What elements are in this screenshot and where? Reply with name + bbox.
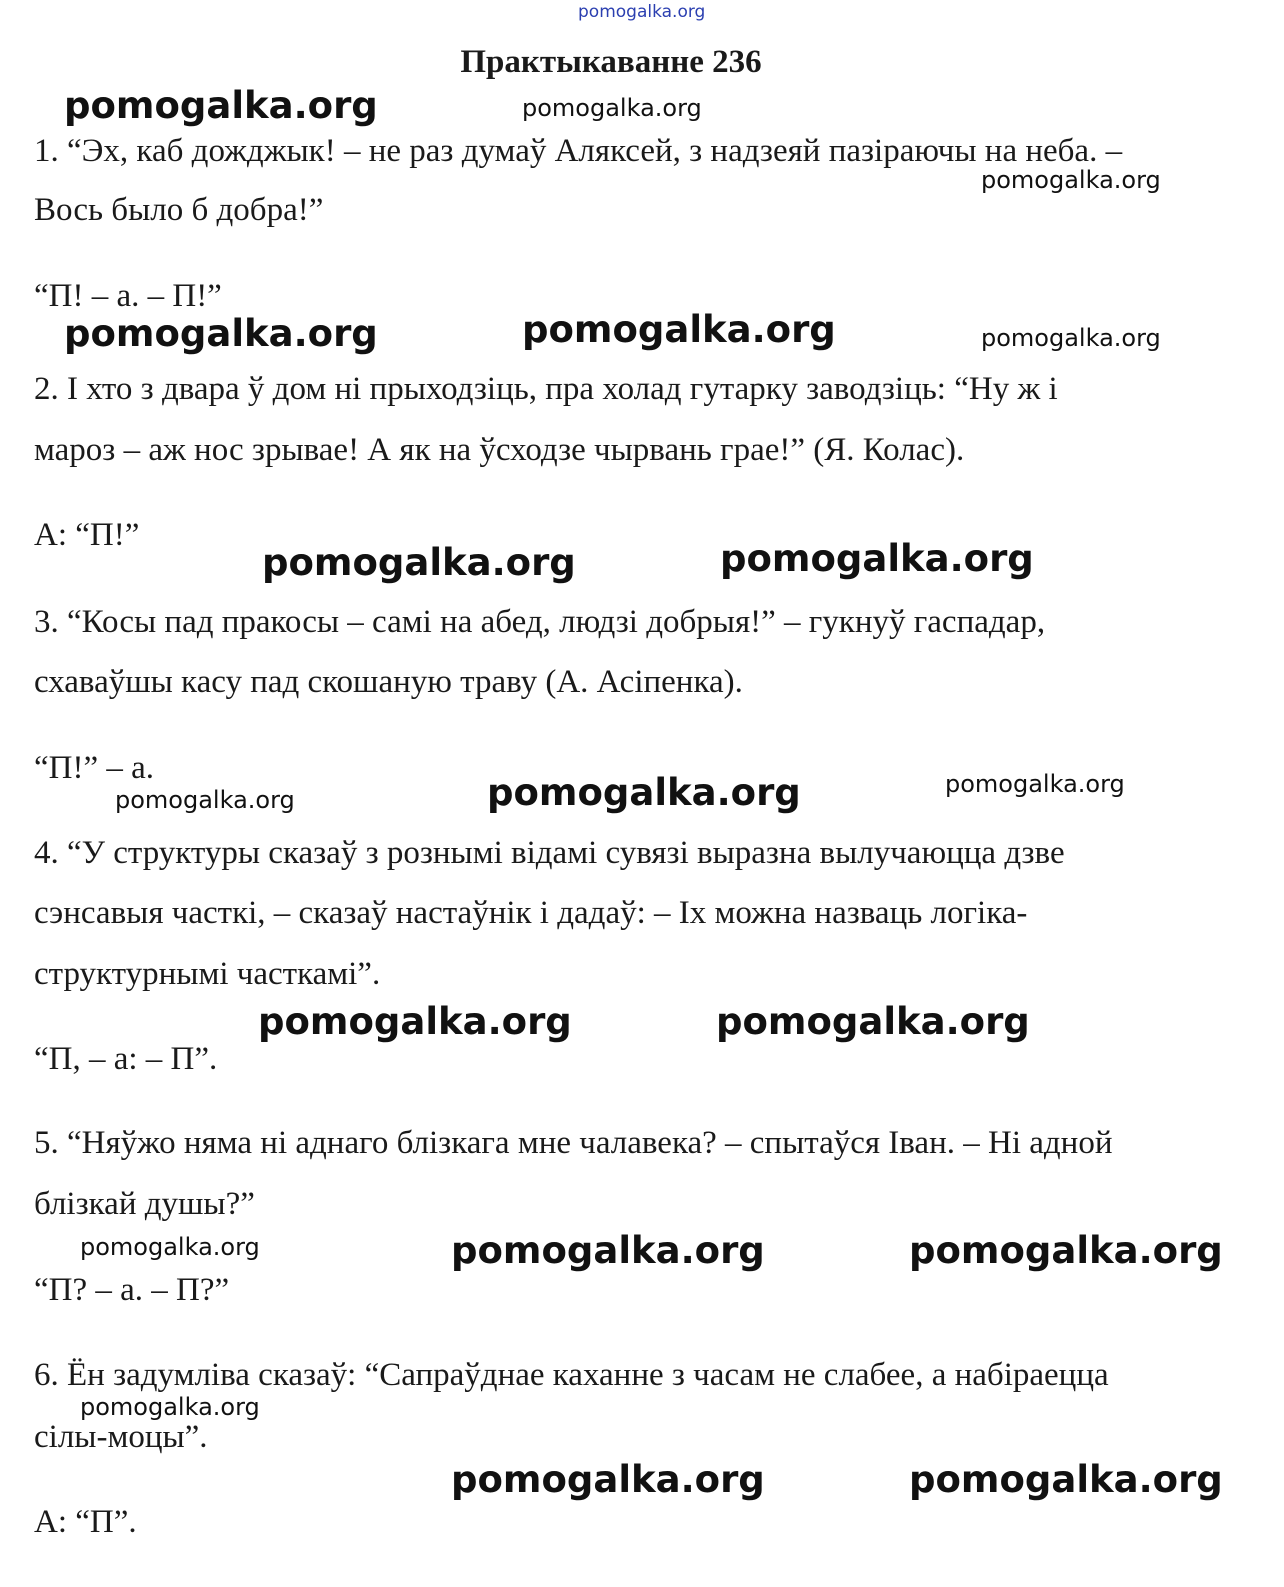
item-2-scheme: А: “П!” bbox=[34, 517, 140, 553]
item-6-line-2: сілы-моцы”. bbox=[34, 1419, 208, 1455]
item-4-scheme: “П, – а: – П”. bbox=[34, 1041, 218, 1077]
item-1-scheme: “П! – а. – П!” bbox=[34, 278, 222, 314]
watermark: pomogalka.org bbox=[80, 1233, 260, 1261]
item-3-line-1: 3. “Косы пад пракосы – самі на абед, людзі добрыя!” – гукнуў гаспадар, bbox=[34, 604, 1046, 640]
item-1-line-2: Вось было б добра!” bbox=[34, 192, 324, 228]
watermark: pomogalka.org bbox=[262, 541, 576, 584]
watermark: pomogalka.org bbox=[981, 324, 1161, 352]
watermark: pomogalka.org bbox=[258, 1000, 572, 1043]
item-3-scheme: “П!” – а. bbox=[34, 750, 155, 786]
item-1-line-1: 1. “Эх, каб дожджык! – не раз думаў Аляксей, з надзеяй пазіраючы на неба. – bbox=[34, 133, 1123, 169]
item-4-line-1: 4. “У структуры сказаў з рознымі відамі сувязі выразна вылучаюцца дзве bbox=[34, 835, 1065, 871]
item-3-line-2: схаваўшы касу пад скошаную траву (А. Асіпенка). bbox=[34, 664, 743, 700]
watermark: pomogalka.org bbox=[909, 1458, 1223, 1501]
item-6-line-1: 6. Ён задумліва сказаў: “Сапраўднае каханне з часам не слабее, а набіраецца bbox=[34, 1357, 1109, 1393]
watermark: pomogalka.org bbox=[487, 771, 801, 814]
item-5-scheme: “П? – а. – П?” bbox=[34, 1272, 230, 1308]
item-2-line-1: 2. І хто з двара ў дом ні прыходзіць, пра холад гутарку заводзіць: “Ну ж і bbox=[34, 371, 1058, 407]
watermark: pomogalka.org bbox=[80, 1393, 260, 1421]
watermark: pomogalka.org bbox=[720, 537, 1034, 580]
page-title: Практыкаванне 236 bbox=[460, 44, 762, 80]
item-5-line-2: блізкай душы?” bbox=[34, 1186, 255, 1222]
watermark: pomogalka.org bbox=[909, 1229, 1223, 1272]
watermark: pomogalka.org bbox=[981, 166, 1161, 194]
item-5-line-1: 5. “Няўжо няма ні аднаго блізкага мне чалавека? – спытаўся Іван. – Ні адной bbox=[34, 1125, 1113, 1161]
watermark: pomogalka.org bbox=[522, 94, 702, 122]
watermark: pomogalka.org bbox=[522, 308, 836, 351]
watermark: pomogalka.org bbox=[64, 312, 378, 355]
item-4-line-3: структурнымі часткамі”. bbox=[34, 956, 381, 992]
watermark: pomogalka.org bbox=[945, 770, 1125, 798]
watermark: pomogalka.org bbox=[115, 786, 295, 814]
watermark: pomogalka.org bbox=[451, 1458, 765, 1501]
watermark-top: pomogalka.org bbox=[578, 2, 706, 22]
item-2-line-2: мароз – аж нос зрывае! А як на ўсходзе чырвань грае!” (Я. Колас). bbox=[34, 432, 965, 468]
item-4-line-2: сэнсавыя часткі, – сказаў настаўнік і дадаў: – Іх можна назваць логіка- bbox=[34, 895, 1028, 931]
watermark: pomogalka.org bbox=[716, 1000, 1030, 1043]
watermark: pomogalka.org bbox=[64, 84, 378, 127]
item-6-scheme: А: “П”. bbox=[34, 1504, 137, 1540]
watermark: pomogalka.org bbox=[451, 1229, 765, 1272]
